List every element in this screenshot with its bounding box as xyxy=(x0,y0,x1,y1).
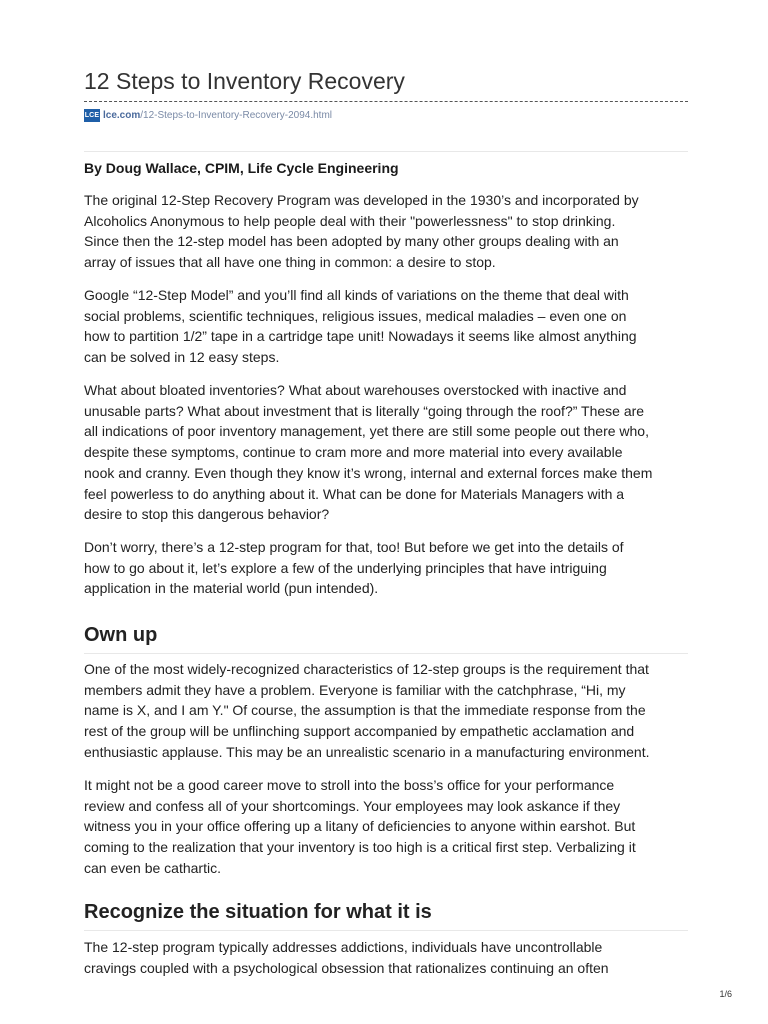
text-line: nook and cranny. Even though they know it’s wrong, internal and external forces make them xyxy=(84,464,653,481)
text-line: Don’t worry, there’s a 12-step program for that, too! But before we get into the details of xyxy=(84,539,624,555)
text-line: The 12-step program typically addresses addictions, individuals have uncontrollable xyxy=(84,939,603,955)
text-line: name is X, and I am Y." Of course, the assumption is that the immediate response from the xyxy=(84,702,646,719)
own-up-paragraph-1 xyxy=(84,659,650,763)
text-line: members admit they have a problem. Everyone is familiar with the catchphrase, “Hi, my xyxy=(84,681,626,698)
byline: By Doug Wallace, CPIM, Life Cycle Engineering xyxy=(84,160,399,176)
text-line: It might not be a good career move to stroll into the boss’s office for your performance xyxy=(84,777,615,793)
page-number: 1/6 xyxy=(719,989,732,999)
text-line: cravings coupled with a psychological obsession that rationalizes continuing an often xyxy=(84,959,609,976)
recognize-paragraph-1 xyxy=(84,937,609,978)
text-line: One of the most widely-recognized characteristics of 12-step groups is the requirement that xyxy=(84,661,649,677)
text-line: witness you in your office offering up a litany of deficiencies to anyone within earshot. But xyxy=(84,818,636,835)
text-line: despite these symptoms, continue to cram more and more material into every available xyxy=(84,444,623,461)
text-line: how to partition 1/2” tape in a cartridge tape unit! Nowadays it seems like almost anything xyxy=(84,328,637,345)
source-path[interactable]: /12-Steps-to-Inventory-Recovery-2094.html xyxy=(140,109,332,121)
intro-paragraph-4 xyxy=(84,537,624,599)
text-line: desire to stop this dangerous behavior? xyxy=(84,506,330,523)
text-line: What about bloated inventories? What about warehouses overstocked with inactive and xyxy=(84,382,627,398)
source-domain[interactable]: lce.com xyxy=(103,109,141,121)
text-line: unusable parts? What about investment that is literally “going through the roof?” These are xyxy=(84,402,645,419)
source-link-row[interactable] xyxy=(84,108,332,122)
text-line: rest of the group will be unflinching support accompanied by empathetic acclamation and xyxy=(84,723,635,740)
source-divider xyxy=(84,151,688,152)
text-line: coming to the realization that your inventory is too high is a critical first step. Verbalizing it xyxy=(84,839,636,856)
text-line: The original 12-Step Recovery Program was developed in the 1930’s and incorporated by xyxy=(84,192,639,208)
text-line: array of issues that all have one thing in common: a desire to stop. xyxy=(84,254,496,271)
intro-paragraph-1 xyxy=(84,190,639,273)
intro-paragraph-3 xyxy=(84,380,652,525)
text-line: how to go about it, let’s explore a few of the underlying principles that have intriguing xyxy=(84,559,607,576)
intro-paragraph-2 xyxy=(84,285,637,368)
text-line: feel powerless to do anything about it. What can be done for Materials Managers with a xyxy=(84,485,625,502)
title-divider xyxy=(84,101,688,102)
text-line: application in the material world (pun intended). xyxy=(84,580,379,597)
section-divider xyxy=(84,653,688,654)
section-divider xyxy=(84,930,688,931)
text-line: Google “12-Step Model” and you’ll find all kinds of variations on the theme that deal with xyxy=(84,287,629,303)
section-heading-own-up: Own up xyxy=(84,624,158,646)
text-line: social problems, scientific techniques, religious issues, medical maladies – even one on xyxy=(84,307,627,324)
text-line: Since then the 12-step model has been adopted by many other groups dealing with an xyxy=(84,233,619,250)
source-url[interactable] xyxy=(103,110,332,121)
text-line: all indications of poor inventory management, yet there are still some people out there who, xyxy=(84,423,649,440)
page-title: 12 Steps to Inventory Recovery xyxy=(84,68,405,94)
site-logo-icon: LCE xyxy=(84,109,100,122)
section-heading-recognize: Recognize the situation for what it is xyxy=(84,901,432,923)
text-line: enthusiastic applause. This may be an unrealistic scenario in a manufacturing environment. xyxy=(84,743,650,760)
text-line: can be solved in 12 easy steps. xyxy=(84,349,280,366)
own-up-paragraph-2 xyxy=(84,775,636,879)
text-line: review and confess all of your shortcomings. Your employees may look askance if they xyxy=(84,797,621,814)
text-line: can even be cathartic. xyxy=(84,859,221,876)
text-line: Alcoholics Anonymous to help people deal with their "powerlessness" to stop drinking. xyxy=(84,212,616,229)
